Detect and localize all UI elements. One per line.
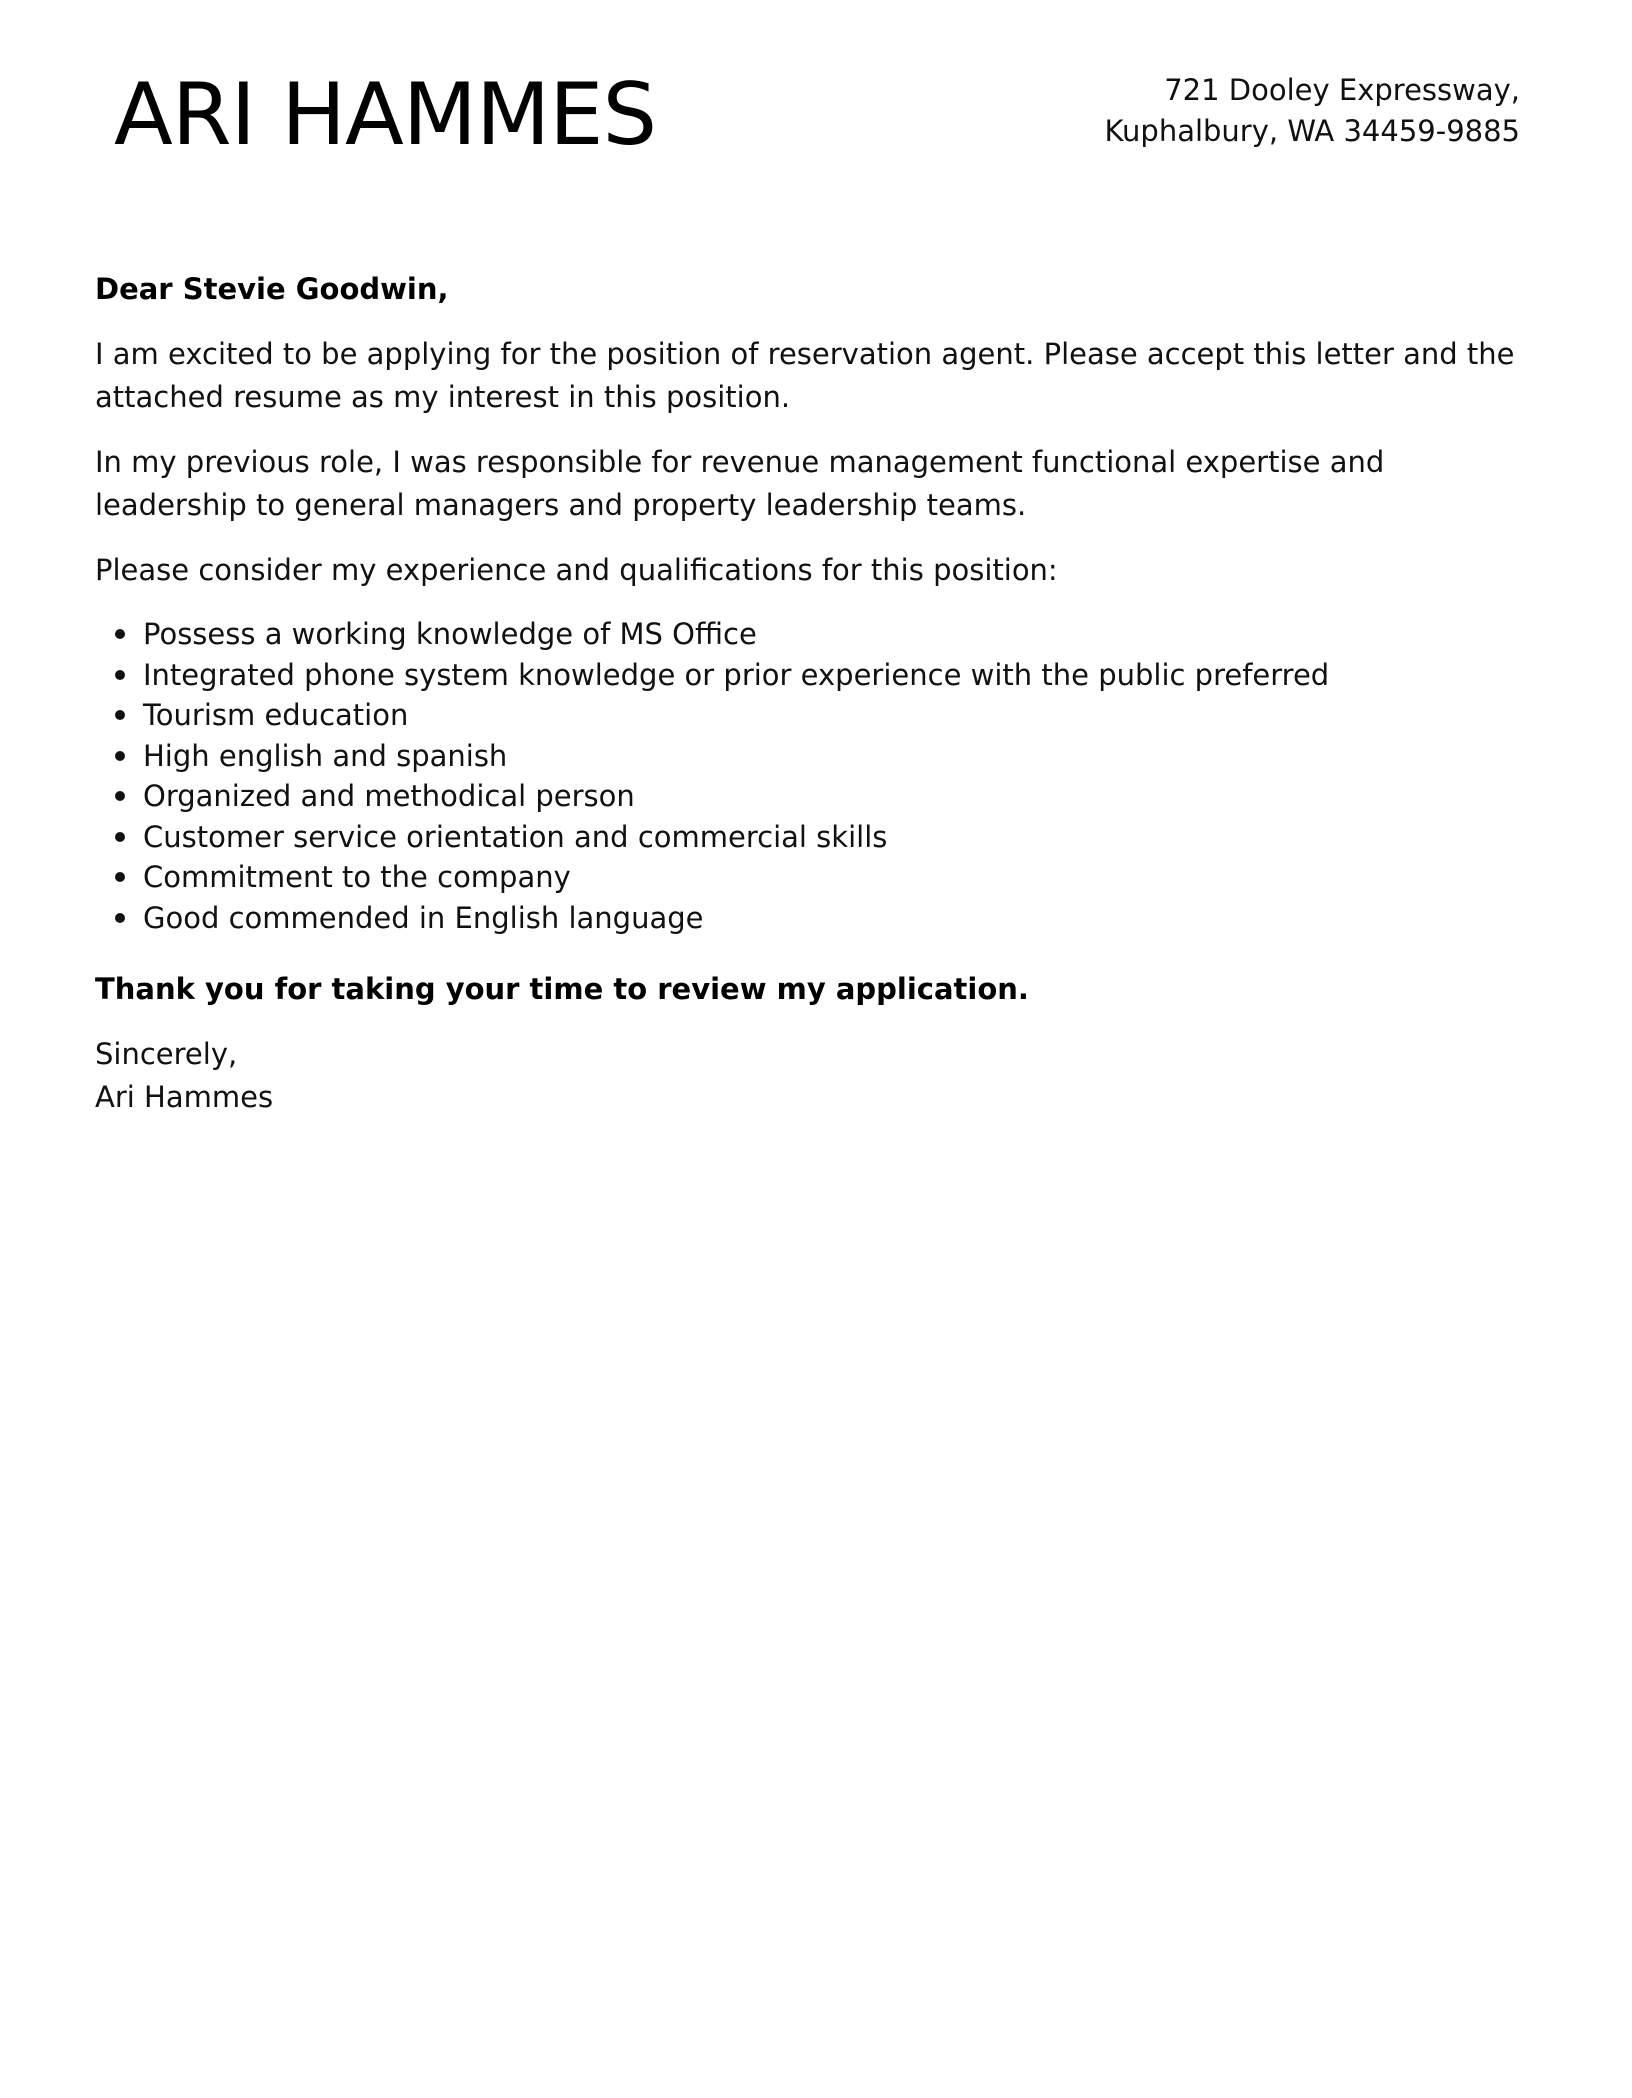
bullet-icon bbox=[115, 629, 125, 639]
list-item-text: Organized and methodical person bbox=[143, 779, 635, 813]
list-item bbox=[143, 776, 1545, 817]
bullet-icon bbox=[115, 832, 125, 842]
bullet-icon bbox=[115, 751, 125, 761]
list-item-text: Good commended in English language bbox=[143, 900, 704, 935]
applicant-address bbox=[1104, 70, 1520, 152]
list-item bbox=[143, 695, 1545, 736]
bullet-icon bbox=[115, 670, 125, 680]
letter-body bbox=[95, 268, 1545, 1119]
salutation: Dear Stevie Goodwin, bbox=[95, 272, 449, 306]
thank-you-line: Thank you for taking your time to review my application. bbox=[95, 972, 1029, 1006]
list-item bbox=[143, 736, 1545, 777]
address-line-2: Kuphalbury, WA 34459-9885 bbox=[1104, 114, 1520, 148]
list-item bbox=[143, 614, 1545, 655]
bullet-icon bbox=[115, 710, 125, 720]
closing-block bbox=[95, 1033, 1545, 1119]
bullet-icon bbox=[115, 791, 125, 801]
experience-paragraph: In my previous role, I was responsible for revenue management functional expertise and leadership to general managers and property leadership teams. bbox=[95, 445, 1385, 522]
list-item-text: High english and spanish bbox=[143, 738, 508, 773]
signature: Ari Hammes bbox=[95, 1080, 274, 1114]
list-item-text: Tourism education bbox=[143, 698, 409, 732]
applicant-name: ARI HAMMES bbox=[114, 65, 657, 165]
list-item-text: Commitment to the company bbox=[143, 860, 571, 894]
closing: Sincerely, bbox=[95, 1037, 238, 1071]
list-item bbox=[143, 857, 1545, 898]
list-item bbox=[143, 817, 1545, 858]
list-item-text: Possess a working knowledge of MS Office bbox=[143, 617, 757, 651]
qualifications-intro: Please consider my experience and qualifications for this position: bbox=[95, 553, 1058, 587]
bullet-icon bbox=[115, 913, 125, 923]
list-item-text: Customer service orientation and commercial skills bbox=[143, 819, 888, 854]
list-item bbox=[143, 898, 1545, 939]
bullet-icon bbox=[115, 872, 125, 882]
intro-paragraph: I am excited to be applying for the position of reservation agent. Please accept this letter and the attached resume as my interest in this position. bbox=[95, 337, 1515, 414]
list-item bbox=[143, 655, 1545, 696]
address-line-1: 721 Dooley Expressway, bbox=[1164, 73, 1520, 107]
qualifications-list bbox=[95, 614, 1545, 938]
list-item-text: Integrated phone system knowledge or prior experience with the public preferred bbox=[143, 657, 1330, 692]
